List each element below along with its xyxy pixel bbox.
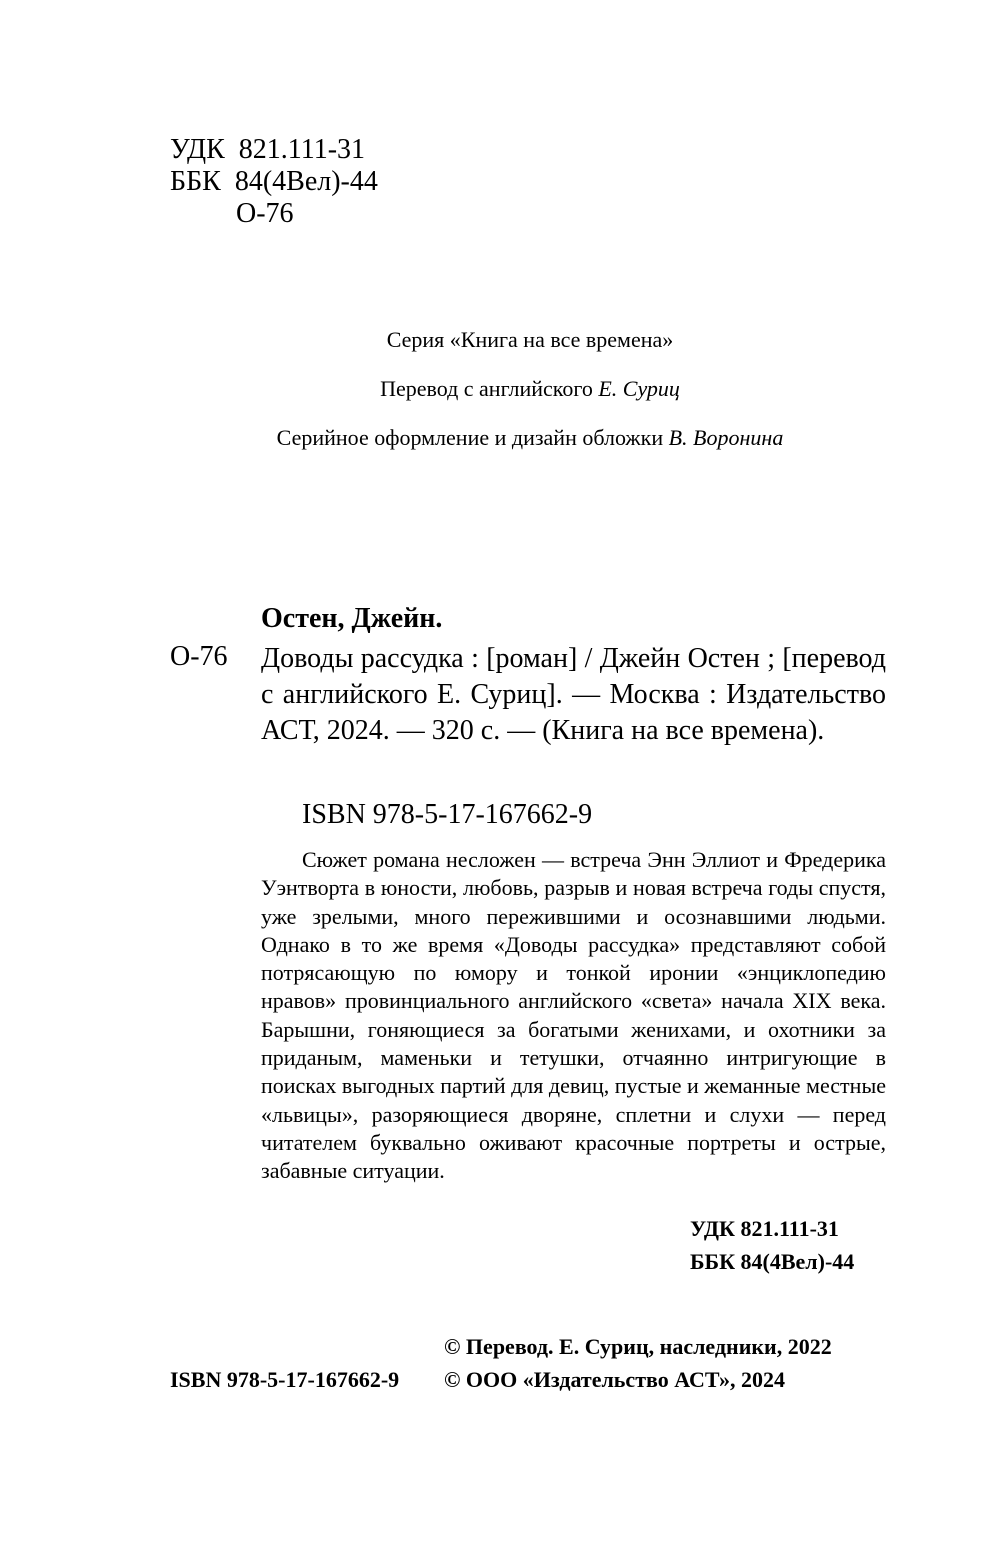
copyright-block [444, 1330, 832, 1396]
bottom-bbk: ББК 84(4Вел)-44 [690, 1249, 855, 1274]
bbk-code: ББК 84(4Вел)-44 [170, 166, 378, 197]
classification-block [170, 134, 378, 230]
catalog-description: Доводы рассудка : [роман] / Джейн Остен ; [перевод с английского Е. Суриц]. — Москва : Издательство АСТ, 2024. — 320 с. — (Книга на все времена). [261, 643, 886, 746]
catalog-author: Остен, Джейн. [261, 603, 443, 634]
catalog-shelf-mark: О-76 [170, 641, 228, 672]
isbn-bottom: ISBN 978-5-17-167662-9 [170, 1367, 400, 1392]
copyright-translation: © Перевод. Е. Суриц, наследники, 2022 [444, 1334, 832, 1359]
annotation-text: Сюжет романа несложен — встреча Энн Эллиот и Фредерика Уэнтворта в юности, любовь, разрыв и новая встреча годы спустя, уже зрелыми, много пережившими и осознавшими людьми. Однако в то же время «Доводы рассудка» представляют собой потрясающую по юмору и тонкой иронии «энциклопедию нравов» провинциального английского «света» начала XIX века. Барышни, гоняющиеся за богатыми женихами, и охотники за приданым, маменьки и тетушки, отчаянно интригующие в поисках выгодных партий для девиц, пустые и жеманные местные «львицы», разоряющиеся дворяне, сплетни и слухи — перед читателем буквально оживают красочные портреты и острые, забавные ситуации. [261, 847, 886, 1184]
catalog-isbn: ISBN 978-5-17-167662-9 [302, 799, 593, 830]
bottom-udk: УДК 821.111-31 [690, 1216, 839, 1241]
design-label: Серийное оформление и дизайн обложки [276, 425, 664, 450]
copyright-publisher: © ООО «Издательство АСТ», 2024 [444, 1367, 786, 1392]
design-line [0, 425, 1000, 451]
designer-name: В. Воронина [668, 425, 784, 450]
translator-name: Е. Суриц [598, 376, 680, 401]
translation-line [0, 376, 1000, 402]
udk-code: УДК 821.111-31 [170, 134, 366, 165]
author-mark: О-76 [236, 198, 294, 229]
bottom-classification [690, 1212, 854, 1278]
series-line: Серия «Книга на все времена» [386, 327, 674, 352]
translation-label: Перевод с английского [380, 376, 593, 401]
